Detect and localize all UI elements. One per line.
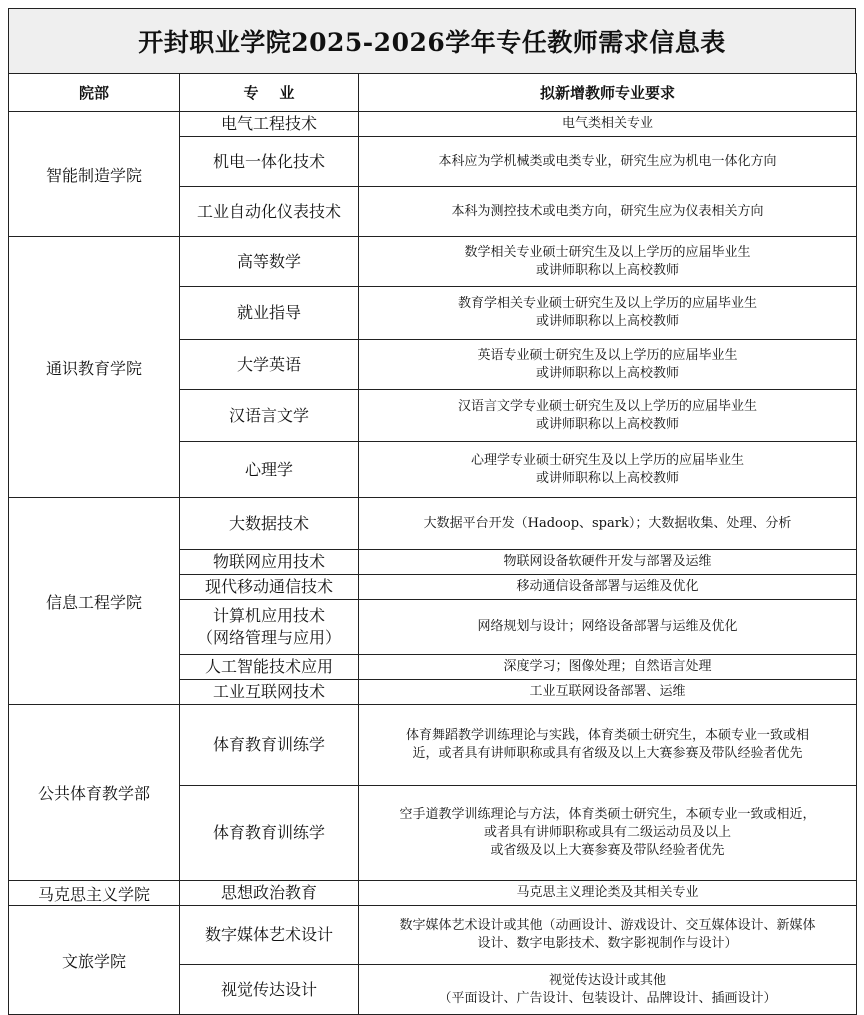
table-row (9, 112, 857, 137)
major-text: 就业指导 (236, 303, 301, 322)
requirement-cell (359, 112, 857, 137)
major-cell (180, 600, 359, 655)
major-text: 高等数学 (236, 251, 301, 271)
major-text: 工业互联网技术 (212, 682, 325, 701)
requirement-cell (359, 600, 857, 655)
table-row (9, 705, 857, 786)
major-text: 心理学 (244, 459, 293, 479)
requirement-text: 英语专业硕士研究生及以上学历的应届毕业生 (477, 347, 738, 363)
major-cell (180, 786, 359, 881)
requirement-cell (359, 340, 857, 390)
major-cell (180, 906, 359, 965)
major-cell (180, 965, 359, 1015)
requirement-text: （平面设计、广告设计、包装设计、品牌设计、插画设计） (438, 990, 777, 1006)
dept-cell: 公共体育教学部 (9, 705, 180, 881)
requirement-text: 设计、数字电影技术、数字影视制作与设计） (477, 936, 738, 951)
requirement-text: 或者具有讲师职称或具有二级运动员及以上 (483, 825, 731, 840)
requirement-text: 空手道教学训练理论与方法，体育类硕士研究生，本硕专业一致或相近， (399, 807, 816, 822)
major-cell (180, 340, 359, 390)
dept-cell: 文旅学院 (9, 906, 180, 1015)
major-text: （网络管理与应用） (196, 628, 341, 647)
requirement-cell (359, 881, 857, 906)
major-cell (180, 881, 359, 906)
header-dept: 院部 (9, 74, 180, 112)
requirement-text: 数字媒体艺术设计或其他（动画设计、游戏设计、交互媒体设计、新媒体 (399, 918, 816, 933)
header-major: 专 业 (180, 74, 359, 112)
requirement-text: 深度学习；图像处理；自然语言处理 (503, 659, 712, 674)
requirement-text: 或讲师职称以上高校教师 (535, 470, 679, 486)
requirement-cell (359, 705, 857, 786)
header-requirements: 拟新增教师专业要求 (359, 74, 857, 112)
major-text: 现代移动通信技术 (204, 577, 333, 596)
requirement-text: 数学相关专业硕士研究生及以上学历的应届毕业生 (464, 244, 751, 260)
requirement-text: 本科为测控技术或电类方向，研究生应为仪表相关方向 (451, 203, 764, 219)
requirement-text: 汉语言文学专业硕士研究生及以上学历的应届毕业生 (457, 398, 757, 414)
requirement-text: 大数据平台开发（Hadoop、spark）；大数据收集、处理、分析 (423, 515, 792, 531)
major-text: 数字媒体艺术设计 (204, 925, 333, 944)
dept-cell: 通识教育学院 (9, 237, 180, 498)
requirement-text: 网络规划与设计；网络设备部署与运维及优化 (477, 619, 738, 634)
major-text: 体育教育训练学 (212, 735, 325, 754)
header-row (9, 74, 857, 112)
major-cell (180, 112, 359, 137)
requirement-text: 或讲师职称以上高校教师 (535, 262, 679, 278)
major-text: 汉语言文学 (228, 405, 309, 425)
table-row (9, 498, 857, 550)
page-title: 开封职业学院2025-2026学年专任教师需求信息表 (8, 8, 856, 74)
major-cell (180, 550, 359, 575)
requirement-text: 移动通信设备部署与运维及优化 (516, 579, 699, 594)
major-text: 人工智能技术应用 (204, 657, 333, 676)
major-text: 大学英语 (236, 354, 301, 374)
requirement-text: 电气类相关专业 (561, 116, 653, 131)
dept-cell: 马克思主义学院 (9, 881, 180, 906)
dept-cell: 智能制造学院 (9, 112, 180, 237)
table-body (9, 112, 857, 1015)
major-cell (180, 237, 359, 287)
requirement-text: 教育学相关专业硕士研究生及以上学历的应届毕业生 (457, 296, 757, 311)
table-row (9, 237, 857, 287)
requirement-cell (359, 137, 857, 187)
requirement-cell (359, 237, 857, 287)
major-text: 计算机应用技术 (212, 606, 325, 625)
requirement-cell (359, 655, 857, 680)
major-cell (180, 187, 359, 237)
requirement-text: 或讲师职称以上高校教师 (535, 416, 679, 432)
requirement-text: 视觉传达设计或其他 (548, 972, 666, 988)
requirement-cell (359, 498, 857, 550)
major-text: 大数据技术 (228, 513, 309, 533)
major-cell (180, 137, 359, 187)
requirement-cell (359, 390, 857, 442)
requirement-cell (359, 575, 857, 600)
major-cell (180, 575, 359, 600)
major-cell (180, 655, 359, 680)
major-cell (180, 287, 359, 340)
requirement-cell (359, 287, 857, 340)
major-cell (180, 680, 359, 705)
dept-cell: 信息工程学院 (9, 498, 180, 705)
major-text: 电气工程技术 (220, 114, 317, 133)
requirement-text: 体育舞蹈教学训练理论与实践，体育类硕士研究生，本硕专业一致或相 (405, 728, 809, 743)
requirement-cell (359, 680, 857, 705)
requirement-text: 心理学专业硕士研究生及以上学历的应届毕业生 (470, 452, 744, 468)
major-text: 思想政治教育 (220, 883, 317, 902)
major-text: 视觉传达设计 (220, 979, 317, 999)
requirement-text: 物联网设备软硬件开发与部署及运维 (503, 554, 712, 569)
major-cell (180, 442, 359, 498)
requirement-cell (359, 965, 857, 1015)
requirement-cell (359, 906, 857, 965)
requirement-cell (359, 442, 857, 498)
requirement-cell (359, 187, 857, 237)
major-text: 体育教育训练学 (212, 823, 325, 842)
requirement-text: 本科应为学机械类或电类专业，研究生应为机电一体化方向 (438, 153, 777, 169)
requirement-text: 或讲师职称以上高校教师 (535, 314, 679, 329)
major-cell (180, 390, 359, 442)
major-cell (180, 705, 359, 786)
requirement-text: 近，或者具有讲师职称或具有省级及以上大赛参赛及带队经验者优先 (412, 746, 803, 761)
major-text: 机电一体化技术 (212, 151, 325, 171)
requirement-cell (359, 550, 857, 575)
major-text: 工业自动化仪表技术 (196, 201, 341, 221)
major-cell (180, 498, 359, 550)
table-row (9, 906, 857, 965)
requirement-text: 或省级及以上大赛参赛及带队经验者优先 (490, 843, 725, 858)
requirement-text: 或讲师职称以上高校教师 (535, 365, 679, 381)
requirements-table (8, 73, 857, 1015)
requirement-text: 马克思主义理论类及其相关专业 (516, 885, 699, 900)
major-text: 物联网应用技术 (212, 552, 325, 571)
table-row (9, 881, 857, 906)
requirement-text: 工业互联网设备部署、运维 (529, 684, 686, 699)
requirement-cell (359, 786, 857, 881)
